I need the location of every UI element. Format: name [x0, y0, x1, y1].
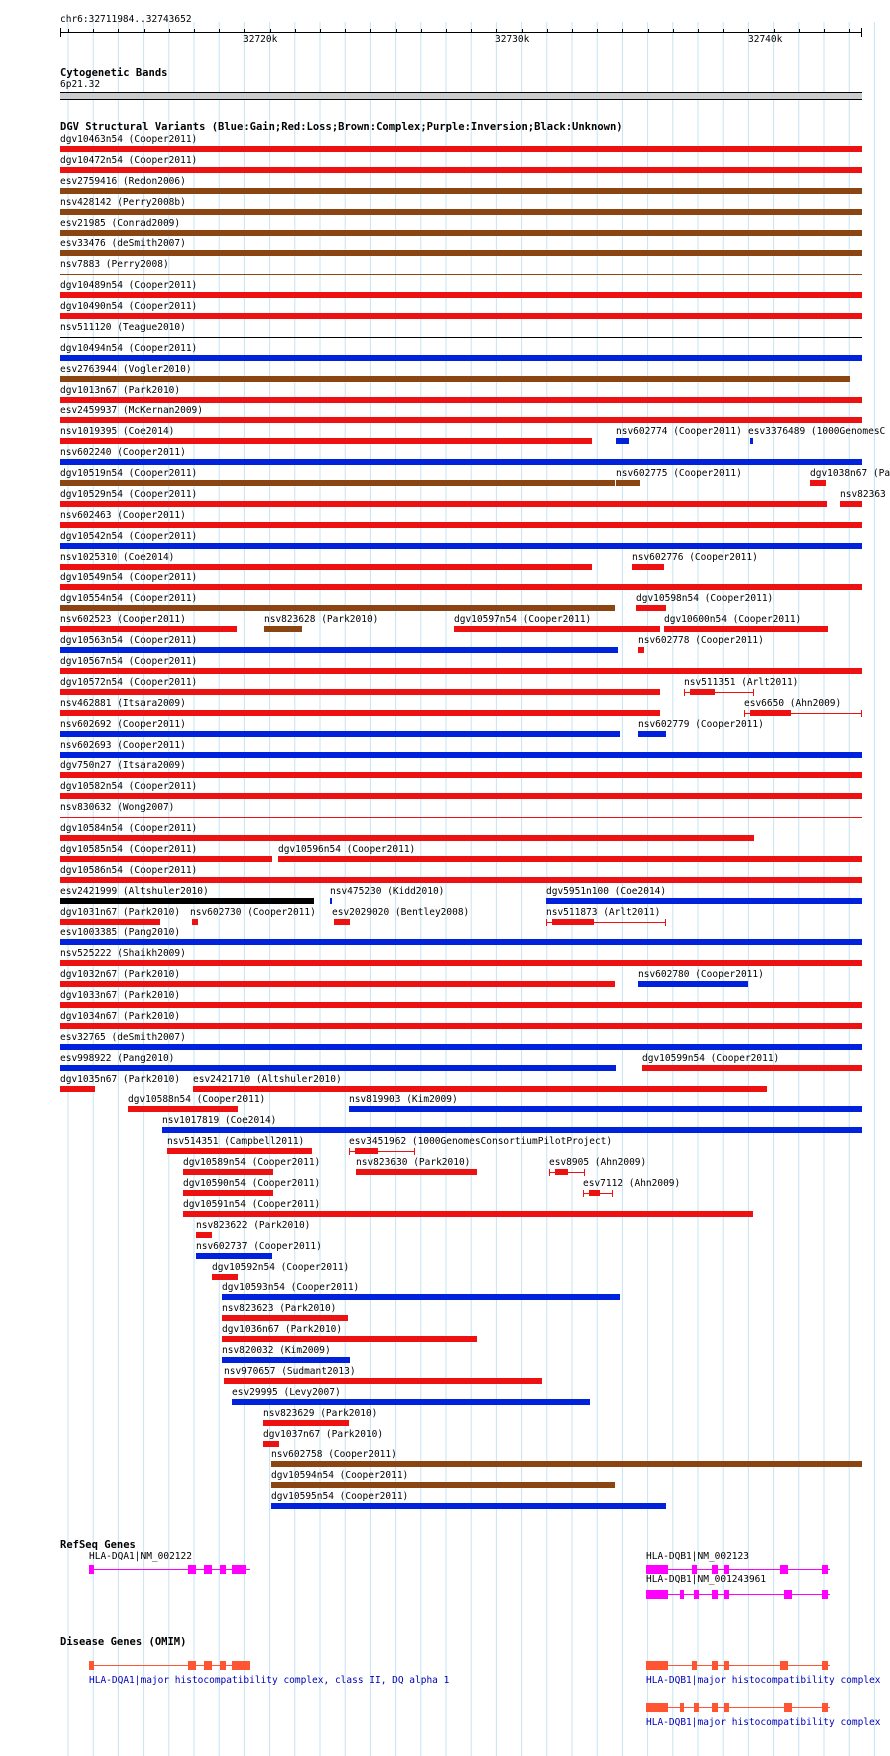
refseq-title: RefSeq Genes — [60, 1539, 136, 1551]
dgv-variant-core[interactable] — [589, 1190, 600, 1196]
dgv-variant-label[interactable]: esv7112 (Ahn2009) — [583, 1178, 681, 1189]
dgv-variant-label[interactable]: nsv823622 (Park2010) — [196, 1219, 311, 1231]
dgv-variant-label[interactable]: dgv10494n54 (Cooper2011) — [60, 342, 198, 354]
ruler-minor-tick — [849, 29, 850, 33]
dgv-variant-bar[interactable] — [60, 543, 862, 549]
dgv-variant-label[interactable]: dgv10563n54 (Cooper2011) — [60, 635, 198, 647]
dgv-variant-label[interactable]: nsv602240 (Cooper2011) — [60, 447, 186, 459]
dgv-variant-label[interactable]: nsv511120 (Teague2010) — [60, 321, 186, 333]
dgv-variant-label[interactable]: dgv1033n67 (Park2010) — [60, 990, 181, 1002]
dgv-variant-bar[interactable] — [60, 668, 862, 674]
dgv-variant-label[interactable]: dgv10590n54 (Cooper2011) — [183, 1178, 321, 1189]
dgv-variant-bar[interactable] — [183, 1169, 273, 1175]
dgv-variant-bar[interactable] — [264, 626, 302, 632]
dgv-variant-label[interactable]: dgv10567n54 (Cooper2011) — [60, 656, 198, 667]
dgv-variant-bar[interactable] — [60, 459, 862, 465]
dgv-variant-label[interactable]: nsv823628 (Park2010) — [264, 614, 379, 626]
dgv-variant-label[interactable]: dgv1031n67 (Park2010) — [60, 906, 181, 918]
dgv-variant-label[interactable]: dgv10472n54 (Cooper2011) — [60, 154, 198, 166]
dgv-variant-label[interactable]: esv33476 (deSmith2007) — [60, 238, 186, 250]
dgv-variant-label[interactable]: esv1003385 (Pang2010) — [60, 927, 181, 939]
ruler-minor-tick — [748, 29, 749, 33]
omim-hla-dqb1-b-intron-line — [646, 1707, 830, 1708]
dgv-variant-label[interactable]: esv32765 (deSmith2007) — [60, 1031, 186, 1043]
dgv-variant-bar[interactable] — [546, 898, 862, 904]
dgv-variant-bar[interactable] — [60, 898, 314, 904]
dgv-variant-core[interactable] — [690, 689, 715, 695]
dgv-variant-label[interactable]: esv2759416 (Redon2006) — [60, 175, 186, 187]
dgv-variant-bar[interactable] — [263, 1441, 279, 1447]
omim-hla-dqb1-a-exon[interactable] — [692, 1661, 697, 1670]
dgv-variant-bar[interactable] — [60, 605, 615, 611]
dgv-variant-label[interactable]: nsv823623 (Park2010) — [222, 1303, 337, 1315]
ruler-tick-label-3: 32740k — [748, 34, 783, 45]
dgv-variant-bar[interactable] — [60, 1065, 616, 1071]
dgv-variant-label[interactable]: esv2421999 (Altshuler2010) — [60, 885, 209, 897]
refseq-gene-label[interactable]: HLA-DQB1|NM_002123 — [646, 1551, 749, 1562]
dgv-variant-core[interactable] — [555, 1169, 568, 1175]
ruler-minor-tick — [169, 29, 170, 33]
dgv-variant-bar[interactable] — [60, 417, 862, 423]
dgv-variant-bar[interactable] — [60, 376, 850, 382]
dgv-variant-bar[interactable] — [60, 209, 862, 215]
refseq-hla-dqb1-b-exon[interactable] — [646, 1590, 668, 1599]
ruler-minor-tick — [144, 29, 145, 33]
dgv-variant-label[interactable]: nsv602774 (Cooper2011) — [616, 426, 742, 438]
ruler-minor-tick — [270, 29, 271, 33]
omim-gene-label[interactable]: HLA-DQB1|major histocompatibility complex — [646, 1717, 881, 1728]
refseq-hla-dqb1-a-exon[interactable] — [646, 1565, 668, 1574]
dgv-variant-label[interactable]: esv6650 (Ahn2009) — [744, 697, 842, 709]
ruler-minor-tick — [396, 29, 397, 33]
dgv-variant-core[interactable] — [552, 919, 594, 925]
dgv-variant-label[interactable]: nsv514351 (Campbell2011) — [167, 1136, 305, 1148]
dgv-variant-label[interactable]: dgv10584n54 (Cooper2011) — [60, 823, 198, 835]
dgv-variant-bar[interactable] — [60, 313, 862, 319]
dgv-variant-label[interactable]: nsv830632 (Wong2007) — [60, 802, 175, 814]
refseq-gene-label[interactable]: HLA-DQA1|NM_002122 — [89, 1551, 192, 1562]
dgv-variant-label[interactable]: dgv10600n54 (Cooper2011) — [664, 614, 802, 626]
ruler-left-cap — [60, 28, 61, 37]
dgv-variant-bar[interactable] — [60, 856, 272, 862]
dgv-variant-bar[interactable] — [60, 689, 660, 695]
omim-hla-dqb1-b-exon[interactable] — [646, 1703, 668, 1712]
dgv-variant-label[interactable]: nsv602758 (Cooper2011) — [271, 1449, 397, 1461]
dgv-variant-cap — [665, 919, 666, 926]
dgv-variant-label[interactable]: nsv602692 (Cooper2011) — [60, 718, 186, 730]
ruler-minor-tick — [622, 29, 623, 33]
refseq-hla-dqa1-exon[interactable] — [232, 1565, 246, 1574]
dgv-variant-label[interactable]: nsv602776 (Cooper2011) — [632, 551, 758, 563]
ruler-tick-label-1: 32720k — [243, 34, 278, 45]
refseq-hla-dqb1-b-exon[interactable] — [694, 1590, 699, 1599]
dgv-variant-bar[interactable] — [60, 647, 618, 653]
dgv-variant-label[interactable]: nsv820032 (Kim2009) — [222, 1345, 331, 1357]
dgv-variant-bar[interactable] — [60, 981, 615, 987]
refseq-hla-dqb1-a-exon[interactable] — [692, 1565, 697, 1574]
dgv-variant-label[interactable]: nsv602693 (Cooper2011) — [60, 739, 186, 751]
dgv-variant-bar[interactable] — [60, 188, 862, 194]
ruler-minor-tick — [547, 29, 548, 33]
omim-hla-dqb1-a-exon[interactable] — [646, 1661, 668, 1670]
dgv-variant-bar[interactable] — [60, 250, 862, 256]
dgv-variant-label[interactable]: dgv10549n54 (Cooper2011) — [60, 572, 198, 584]
dgv-variant-label[interactable]: dgv10591n54 (Cooper2011) — [183, 1198, 321, 1210]
dgv-variant-label[interactable]: esv21985 (Conrad2009) — [60, 217, 181, 229]
omim-hla-dqa1-exon[interactable] — [232, 1661, 250, 1670]
dgv-variant-label[interactable]: nsv602730 (Cooper2011) — [190, 906, 316, 918]
refseq-hla-dqb1-b-exon[interactable] — [784, 1590, 792, 1599]
dgv-variant-bar[interactable] — [60, 772, 862, 778]
ruler-minor-tick — [648, 29, 649, 33]
dgv-variant-label[interactable]: dgv1035n67 (Park2010) — [60, 1073, 181, 1085]
dgv-variant-cap — [583, 1190, 584, 1197]
dgv-variant-label[interactable]: esv29995 (Levy2007) — [232, 1386, 341, 1398]
dgv-variant-label[interactable]: nsv511351 (Arlt2011) — [684, 676, 799, 688]
dgv-variant-bar[interactable] — [193, 1086, 767, 1092]
dgv-variant-label[interactable]: nsv475230 (Kidd2010) — [330, 885, 445, 897]
dgv-variant-label[interactable]: nsv602780 (Cooper2011) — [638, 969, 764, 981]
dgv-variant-bar[interactable] — [60, 584, 862, 590]
refseq-hla-dqa1-exon[interactable] — [188, 1565, 196, 1574]
dgv-variant-label[interactable]: dgv10595n54 (Cooper2011) — [271, 1491, 409, 1503]
dgv-variant-bar[interactable] — [167, 1148, 312, 1154]
dgv-variant-bar[interactable] — [271, 1503, 666, 1509]
dgv-variant-label[interactable]: esv2029020 (Bentley2008) — [332, 906, 470, 918]
refseq-hla-dqa1-exon[interactable] — [204, 1565, 212, 1574]
dgv-variant-cap — [546, 919, 547, 926]
dgv-variant-bar[interactable] — [60, 397, 862, 403]
dgv-variant-cap — [753, 689, 754, 696]
omim-title: Disease Genes (OMIM) — [60, 1636, 187, 1648]
dgv-title: DGV Structural Variants (Blue:Gain;Red:Loss;Brown:Complex;Purple:Inversion;Black:Unknown) — [60, 121, 623, 133]
omim-hla-dqa1-exon[interactable] — [89, 1661, 94, 1670]
dgv-variant-bar[interactable] — [232, 1399, 590, 1405]
ruler-minor-tick — [421, 29, 422, 33]
ruler-minor-tick — [799, 29, 800, 33]
ruler-minor-tick — [446, 29, 447, 33]
dgv-variant-bar[interactable] — [636, 605, 666, 611]
dgv-variant-bar[interactable] — [60, 522, 862, 528]
dgv-variant-label[interactable]: dgv10463n54 (Cooper2011) — [60, 134, 198, 145]
ruler-minor-tick — [244, 29, 245, 33]
dgv-variant-bar[interactable] — [271, 1461, 862, 1467]
dgv-variant-label[interactable]: dgv10490n54 (Cooper2011) — [60, 301, 198, 313]
ruler-minor-tick — [93, 29, 94, 33]
omim-hla-dqb1-a-exon[interactable] — [712, 1661, 718, 1670]
dgv-variant-label[interactable]: dgv10596n54 (Cooper2011) — [278, 843, 416, 855]
dgv-variant-bar[interactable] — [60, 877, 862, 883]
dgv-variant-label[interactable]: nsv602779 (Cooper2011) — [638, 718, 764, 730]
omim-hla-dqb1-a-exon[interactable] — [724, 1661, 729, 1670]
dgv-variant-label[interactable]: dgv1037n67 (Park2010) — [263, 1428, 384, 1440]
ruler-minor-tick — [68, 29, 69, 33]
dgv-variant-cap — [684, 689, 685, 696]
omim-hla-dqb1-b-exon[interactable] — [680, 1703, 684, 1712]
omim-hla-dqb1-b-exon[interactable] — [784, 1703, 792, 1712]
ruler-minor-tick — [471, 29, 472, 33]
dgv-variant-bar[interactable] — [60, 1086, 95, 1092]
dgv-variant-bar[interactable] — [60, 960, 862, 966]
ruler-minor-tick — [219, 29, 220, 33]
dgv-variant-label[interactable]: dgv10542n54 (Cooper2011) — [60, 530, 198, 542]
omim-gene-label[interactable]: HLA-DQA1|major histocompatibility complex, class II, DQ alpha 1 — [89, 1675, 450, 1686]
dgv-variant-label[interactable]: esv3451962 (1000GenomesConsortiumPilotProject) — [349, 1136, 613, 1148]
dgv-variant-cap — [414, 1148, 415, 1155]
dgv-variant-label[interactable]: nsv970657 (Sudmant2013) — [224, 1365, 356, 1377]
ruler-minor-tick — [295, 29, 296, 33]
dgv-variant-core[interactable] — [355, 1148, 378, 1154]
omim-hla-dqa1-exon[interactable] — [220, 1661, 226, 1670]
ruler-minor-tick — [824, 29, 825, 33]
dgv-variant-cap — [861, 710, 862, 717]
dgv-variant-label[interactable]: nsv525222 (Shaikh2009) — [60, 948, 186, 960]
dgv-variant-bar[interactable] — [263, 1420, 349, 1426]
dgv-variant-bar[interactable] — [60, 146, 862, 152]
dgv-variant-bar[interactable] — [162, 1127, 862, 1133]
dgv-variant-bar[interactable] — [60, 710, 660, 716]
refseq-hla-dqb1-b-intron-line — [646, 1594, 830, 1595]
ruler-right-cap — [861, 28, 862, 37]
omim-hla-dqb1-a-intron-line — [646, 1665, 830, 1666]
ruler-minor-tick — [496, 29, 497, 33]
dgv-variant-bar[interactable] — [60, 167, 862, 173]
omim-gene-label[interactable]: HLA-DQB1|major histocompatibility complex — [646, 1675, 881, 1686]
omim-hla-dqb1-b-exon[interactable] — [694, 1703, 699, 1712]
dgv-variant-label[interactable]: nsv511873 (Arlt2011) — [546, 906, 661, 918]
dgv-variant-label[interactable]: dgv10585n54 (Cooper2011) — [60, 843, 198, 855]
dgv-variant-bar[interactable] — [60, 292, 862, 298]
dgv-variant-core[interactable] — [750, 710, 791, 716]
dgv-variant-label[interactable]: dgv10597n54 (Cooper2011) — [454, 614, 592, 626]
dgv-variant-label[interactable]: esv8905 (Ahn2009) — [549, 1157, 647, 1169]
ruler-minor-tick — [194, 29, 195, 33]
dgv-variant-bar[interactable] — [183, 1211, 753, 1217]
dgv-variant-label[interactable]: dgv10593n54 (Cooper2011) — [222, 1282, 360, 1294]
dgv-variant-label[interactable]: nsv602737 (Cooper2011) — [196, 1240, 322, 1252]
ruler-minor-tick — [118, 29, 119, 33]
dgv-variant-bar[interactable] — [334, 919, 350, 925]
dgv-variant-label[interactable]: nsv602523 (Cooper2011) — [60, 614, 186, 626]
refseq-hla-dqb1-a-exon[interactable] — [724, 1565, 729, 1574]
dgv-variant-bar[interactable] — [616, 438, 629, 444]
dgv-variant-bar[interactable] — [196, 1253, 272, 1259]
dgv-variant-label[interactable]: esv2763944 (Vogler2010) — [60, 363, 192, 375]
dgv-variant-label[interactable]: dgv1034n67 (Park2010) — [60, 1010, 181, 1022]
dgv-variant-label[interactable]: nsv1019395 (Coe2014) — [60, 426, 175, 438]
dgv-variant-bar[interactable] — [60, 752, 862, 758]
refseq-gene-label[interactable]: HLA-DQB1|NM_001243961 — [646, 1574, 767, 1585]
dgv-variant-label[interactable]: nsv602778 (Cooper2011) — [638, 635, 764, 647]
dgv-variant-label[interactable]: esv2421710 (Altshuler2010) — [193, 1073, 342, 1085]
dgv-variant-bar[interactable] — [664, 626, 828, 632]
omim-hla-dqb1-b-exon[interactable] — [822, 1703, 828, 1712]
dgv-variant-bar[interactable] — [349, 1106, 862, 1112]
refseq-hla-dqa1-exon[interactable] — [89, 1565, 94, 1574]
omim-hla-dqa1-exon[interactable] — [188, 1661, 196, 1670]
ruler-position: chr6:32711984..32743652 — [60, 14, 192, 25]
dgv-variant-bar[interactable] — [60, 835, 754, 841]
omim-hla-dqb1-a-exon[interactable] — [822, 1661, 828, 1670]
dgv-variant-label[interactable]: dgv1032n67 (Park2010) — [60, 969, 181, 981]
dgv-variant-bar[interactable] — [632, 564, 664, 570]
dgv-variant-label[interactable]: nsv428142 (Perry2008b) — [60, 196, 186, 208]
dgv-variant-label[interactable]: dgv750n27 (Itsara2009) — [60, 760, 186, 772]
cytoband-6p21-32[interactable] — [60, 92, 862, 100]
dgv-variant-bar[interactable] — [60, 1023, 862, 1029]
ruler-tick-label-2: 32730k — [495, 34, 530, 45]
ruler-minor-tick — [774, 29, 775, 33]
dgv-variant-bar[interactable] — [222, 1315, 348, 1321]
dgv-variant-bar[interactable] — [840, 501, 862, 507]
ruler-minor-tick — [370, 29, 371, 33]
dgv-variant-bar[interactable] — [60, 501, 827, 507]
dgv-variant-bar[interactable] — [60, 230, 862, 236]
dgv-variant-bar[interactable] — [810, 480, 826, 486]
dgv-variant-label[interactable]: dgv10519n54 (Cooper2011) — [60, 468, 198, 480]
refseq-hla-dqb1-a-exon[interactable] — [780, 1565, 788, 1574]
dgv-variant-label[interactable]: dgv10598n54 (Cooper2011) — [636, 593, 774, 605]
dgv-variant-bar[interactable] — [638, 981, 748, 987]
dgv-variant-bar[interactable] — [222, 1294, 620, 1300]
dgv-variant-label[interactable]: dgv1013n67 (Park2010) — [60, 384, 181, 396]
dgv-variant-label[interactable]: nsv602775 (Cooper2011) — [616, 468, 742, 480]
refseq-hla-dqb1-a-exon[interactable] — [712, 1565, 718, 1574]
dgv-variant-label[interactable]: dgv10592n54 (Cooper2011) — [212, 1261, 350, 1273]
refseq-hla-dqb1-b-exon[interactable] — [680, 1590, 684, 1599]
dgv-variant-bar[interactable] — [638, 647, 644, 653]
dgv-variant-bar[interactable] — [454, 626, 660, 632]
refseq-hla-dqb1-b-exon[interactable] — [724, 1590, 729, 1599]
dgv-variant-bar[interactable] — [60, 731, 620, 737]
refseq-hla-dqb1-b-exon[interactable] — [822, 1590, 828, 1599]
refseq-hla-dqb1-a-intron-line — [646, 1569, 830, 1570]
dgv-variant-bar[interactable] — [60, 939, 862, 945]
ruler-axis — [60, 32, 862, 33]
cytoband-label: 6p21.32 — [60, 79, 101, 90]
dgv-variant-bar[interactable] — [60, 480, 615, 486]
dgv-variant-label[interactable]: dgv1036n67 (Park2010) — [222, 1324, 343, 1336]
dgv-variant-label[interactable]: dgv10572n54 (Cooper2011) — [60, 676, 198, 688]
dgv-variant-label[interactable]: dgv10489n54 (Cooper2011) — [60, 280, 198, 292]
dgv-variant-bar[interactable] — [60, 1002, 862, 1008]
dgv-variant-bar[interactable] — [128, 1106, 238, 1112]
dgv-variant-cap — [549, 1169, 550, 1176]
dgv-variant-cap — [349, 1148, 350, 1155]
omim-hla-dqb1-b-exon[interactable] — [724, 1703, 729, 1712]
ruler-minor-tick — [597, 29, 598, 33]
dgv-variant-bar[interactable] — [642, 1065, 862, 1071]
dgv-variant-bar[interactable] — [638, 731, 666, 737]
dgv-variant-bar[interactable] — [271, 1482, 615, 1488]
dgv-variant-bar[interactable] — [60, 1044, 862, 1050]
dgv-variant-bar[interactable] — [330, 898, 332, 904]
dgv-variant-bar[interactable] — [196, 1232, 212, 1238]
dgv-variant-label[interactable]: nsv1017819 (Coe2014) — [162, 1115, 277, 1127]
dgv-variant-bar[interactable] — [60, 817, 862, 818]
dgv-variant-bar[interactable] — [212, 1274, 238, 1280]
dgv-variant-cap — [612, 1190, 613, 1197]
omim-hla-dqb1-a-exon[interactable] — [780, 1661, 788, 1670]
dgv-variant-bar[interactable] — [60, 564, 592, 570]
dgv-variant-label[interactable]: dgv10582n54 (Cooper2011) — [60, 781, 198, 793]
dgv-variant-label[interactable]: dgv10554n54 (Cooper2011) — [60, 593, 198, 605]
ruler-minor-tick — [320, 29, 321, 33]
dgv-variant-label[interactable]: nsv462881 (Itsara2009) — [60, 697, 186, 709]
dgv-variant-label[interactable]: esv3376489 (1000GenomesC — [748, 426, 886, 438]
dgv-variant-label[interactable]: dgv10588n54 (Cooper2011) — [128, 1094, 266, 1106]
dgv-variant-label[interactable]: esv998922 (Pang2010) — [60, 1052, 175, 1064]
dgv-variant-bar[interactable] — [222, 1357, 350, 1363]
dgv-variant-bar[interactable] — [183, 1190, 273, 1196]
refseq-hla-dqb1-b-exon[interactable] — [712, 1590, 718, 1599]
dgv-variant-bar[interactable] — [222, 1336, 477, 1342]
dgv-variant-label[interactable]: nsv819903 (Kim2009) — [349, 1094, 458, 1106]
dgv-variant-label[interactable]: dgv10594n54 (Cooper2011) — [271, 1470, 409, 1482]
dgv-variant-bar[interactable] — [60, 337, 862, 338]
dgv-variant-bar[interactable] — [278, 856, 862, 862]
dgv-variant-bar[interactable] — [60, 919, 160, 925]
dgv-variant-bar[interactable] — [60, 438, 592, 444]
omim-hla-dqa1-exon[interactable] — [204, 1661, 212, 1670]
ruler-minor-tick — [522, 29, 523, 33]
dgv-variant-bar[interactable] — [356, 1169, 477, 1175]
ruler-minor-tick — [572, 29, 573, 33]
dgv-variant-bar[interactable] — [750, 438, 753, 444]
dgv-variant-label[interactable]: nsv823629 (Park2010) — [263, 1407, 378, 1419]
dgv-variant-bar[interactable] — [60, 793, 862, 799]
dgv-variant-bar[interactable] — [224, 1378, 542, 1384]
ruler-minor-tick — [673, 29, 674, 33]
refseq-hla-dqb1-a-exon[interactable] — [822, 1565, 828, 1574]
dgv-variant-bar[interactable] — [616, 480, 640, 486]
dgv-variant-label[interactable]: nsv602463 (Cooper2011) — [60, 509, 186, 521]
omim-hla-dqb1-b-exon[interactable] — [712, 1703, 718, 1712]
dgv-variant-bar[interactable] — [60, 626, 237, 632]
dgv-variant-label[interactable]: dgv10529n54 (Cooper2011) — [60, 488, 198, 500]
ruler-minor-tick — [698, 29, 699, 33]
ruler-minor-tick — [723, 29, 724, 33]
dgv-variant-label[interactable]: nsv1025310 (Coe2014) — [60, 551, 175, 563]
refseq-hla-dqa1-exon[interactable] — [220, 1565, 226, 1574]
dgv-variant-label[interactable]: nsv82363 — [840, 488, 886, 500]
dgv-variant-bar[interactable] — [60, 274, 862, 275]
ruler-minor-tick — [345, 29, 346, 33]
dgv-variant-cap — [584, 1169, 585, 1176]
dgv-variant-label[interactable]: nsv823630 (Park2010) — [356, 1157, 471, 1169]
cytoband-title: Cytogenetic Bands — [60, 67, 168, 79]
dgv-variant-label[interactable]: dgv1038n67 (Pa — [810, 468, 890, 480]
dgv-variant-label[interactable]: nsv7883 (Perry2008) — [60, 259, 169, 271]
dgv-variant-label[interactable]: esv2459937 (McKernan2009) — [60, 405, 203, 417]
dgv-variant-bar[interactable] — [192, 919, 198, 925]
dgv-variant-bar[interactable] — [60, 355, 862, 361]
dgv-variant-label[interactable]: dgv5951n100 (Coe2014) — [546, 885, 667, 897]
dgv-variant-cap — [744, 710, 745, 717]
dgv-variant-label[interactable]: dgv10586n54 (Cooper2011) — [60, 864, 198, 876]
dgv-variant-label[interactable]: dgv10589n54 (Cooper2011) — [183, 1157, 321, 1169]
dgv-variant-label[interactable]: dgv10599n54 (Cooper2011) — [642, 1052, 780, 1064]
